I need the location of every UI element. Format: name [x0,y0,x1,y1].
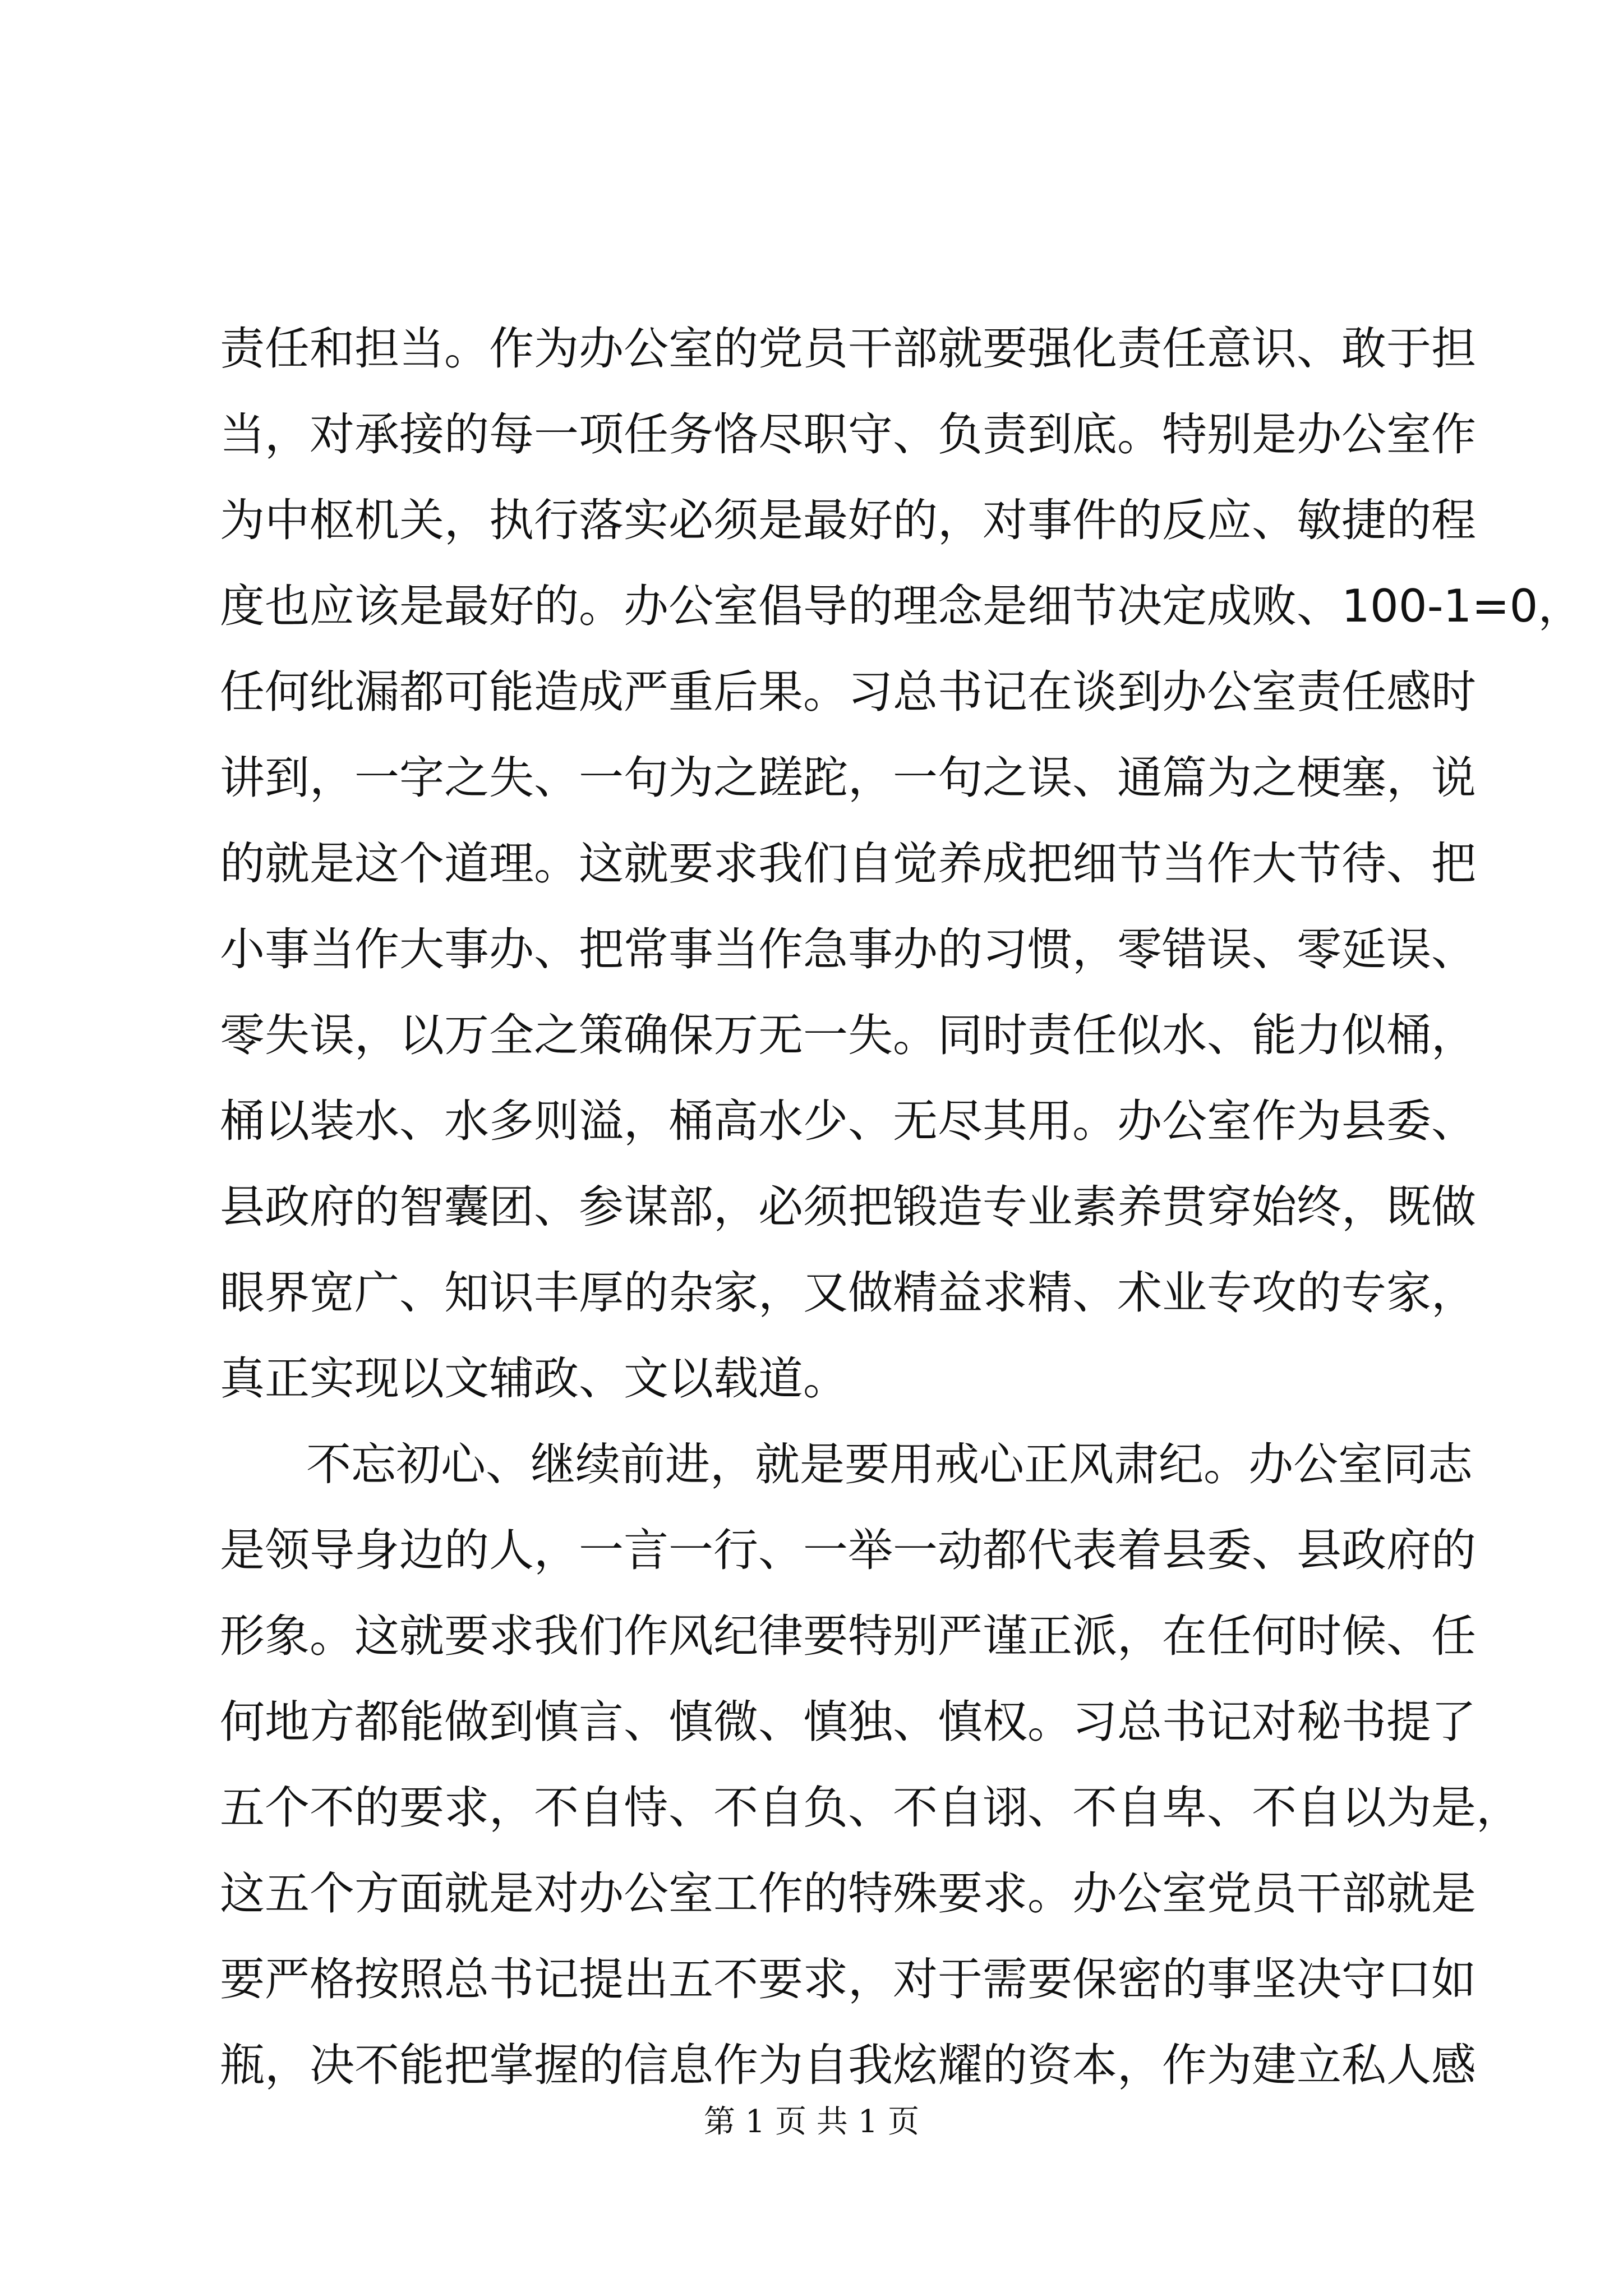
paragraph-1 [220,306,1583,1421]
text-line: 为中枢机关，执行落实必须是最好的，对事件的反应、敏捷的程 [220,494,1476,546]
text-line: 真正实现以文辅政、文以载道。 [220,1352,848,1405]
text-line: 桶以装水、水多则溢，桶高水少、无尽其用。办公室作为县委、 [220,1095,1476,1147]
text-line: 的就是这个道理。这就要求我们自觉养成把细节当作大节待、把 [220,838,1476,890]
text-line: 是领导身边的人，一言一行、一举一动都代表着县委、县政府的 [220,1524,1476,1576]
text-line: 瓶，决不能把掌握的信息作为自我炫耀的资本，作为建立私人感 [220,2039,1476,2091]
text-line: 小事当作大事办、把常事当作急事办的习惯，零错误、零延误、 [220,923,1476,976]
text-line: 五个不的要求，不自恃、不自负、不自诩、不自卑、不自以为是， [220,1782,1521,1834]
text-line: 讲到，一字之失、一句为之蹉跎，一句之误、通篇为之梗塞，说 [220,752,1476,804]
text-line: 任何纰漏都可能造成严重后果。习总书记在谈到办公室责任感时 [220,666,1476,718]
text-line: 不忘初心、继续前进，就是要用戒心正风肃纪。办公室同志 [306,1438,1473,1490]
text-line: 当，对承接的每一项任务恪尽职守、负责到底。特别是办公室作 [220,408,1476,461]
text-line: 这五个方面就是对办公室工作的特殊要求。办公室党员干部就是 [220,1867,1476,1920]
text-line: 县政府的智囊团、参谋部，必须把锻造专业素养贯穿始终，既做 [220,1181,1476,1233]
text-line: 责任和担当。作为办公室的党员干部就要强化责任意识、敢于担 [220,323,1476,375]
text-line: 零失误，以万全之策确保万无一失。同时责任似水、能力似桶， [220,1009,1476,1061]
text-line: 要严格按照总书记提出五不要求，对于需要保密的事坚决守口如 [220,1953,1476,2005]
paragraph-2 [220,1421,1521,2108]
page-footer [0,2102,1623,2142]
text-line: 度也应该是最好的。办公室倡导的理念是细节决定成败、100-1=0， [220,580,1583,632]
text-line: 形象。这就要求我们作风纪律要特别严谨正派，在任何时候、任 [220,1610,1476,1662]
text-line: 眼界宽广、知识丰厚的杂家，又做精益求精、术业专攻的专家， [220,1267,1476,1319]
document-body [220,306,1583,2108]
text-line: 何地方都能做到慎言、慎微、慎独、慎权。习总书记对秘书提了 [220,1696,1476,1748]
page-number-label: 第 1 页 共 1 页 [703,2104,920,2140]
